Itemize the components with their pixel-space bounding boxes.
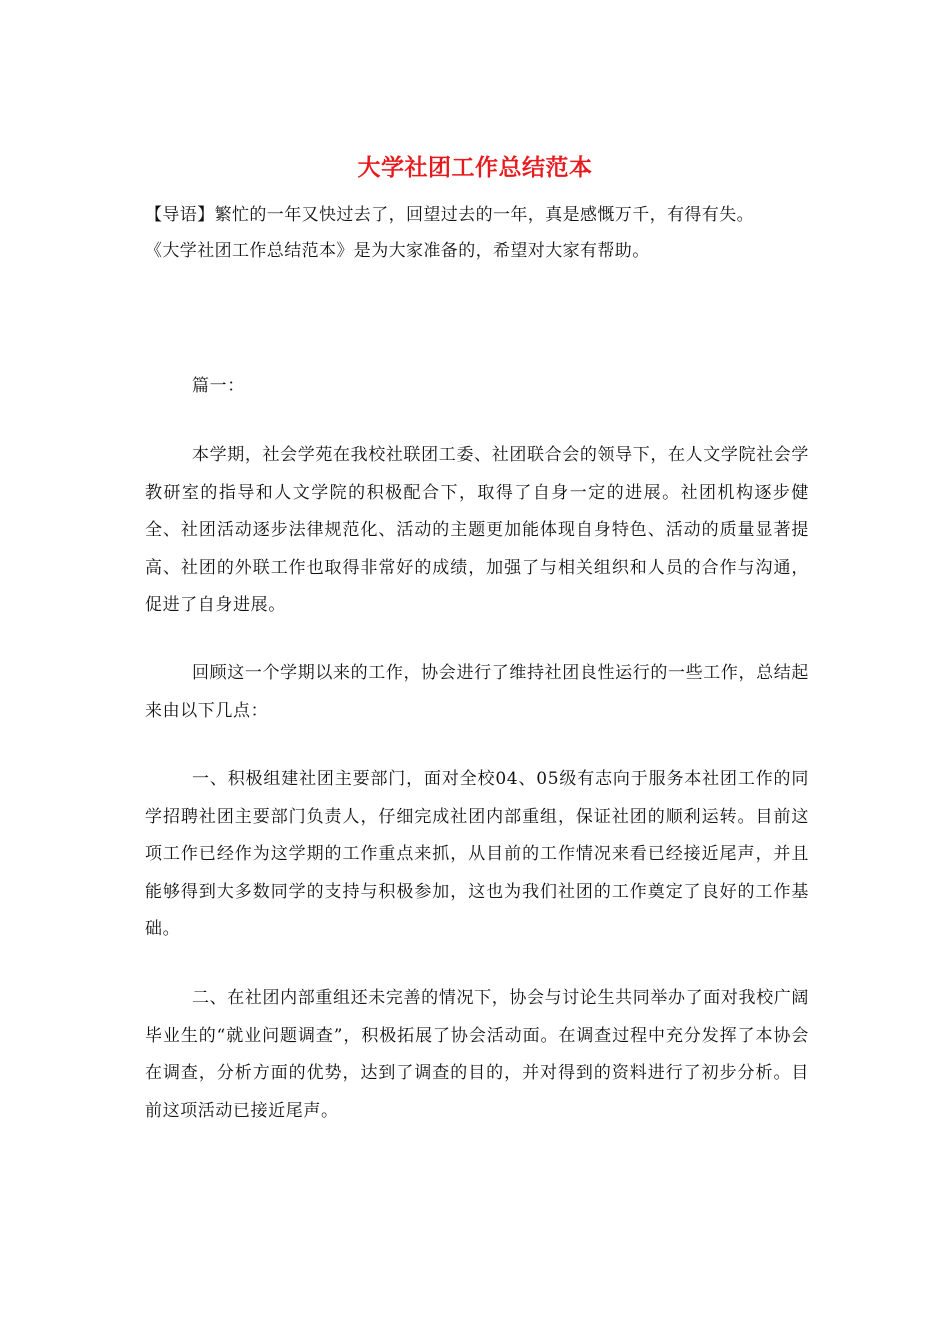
intro-line-2: 《大学社团工作总结范本》是为大家准备的，希望对大家有帮助。 [145,241,650,261]
document-title: 大学社团工作总结范本 [357,154,593,181]
paragraph-block [145,437,809,625]
paragraph-block [145,761,809,949]
body-paragraph: 本学期，社会学苑在我校社联团工委、社团联合会的领导下，在人文学院社会学教研室的指导和人文学院的积极配合下，取得了自身一定的进展。社团机构逐步健全、社团活动逐步法律规范化、活动的主题更加能体现自身特色、活动的质量显著提高、社团的外联工作也取得非常好的成绩，加强了与相关组织和人员的合作与沟通，促进了自身进展。 [145,445,809,615]
body-paragraph: 回顾这一个学期以来的工作，协会进行了维持社团良性运行的一些工作，总结起来由以下几点： [145,663,809,721]
body-paragraph: 二、在社团内部重组还未完善的情况下，协会与讨论生共同举办了面对我校广阔毕业生的“就业问题调查”，积极拓展了协会活动面。在调查过程中充分发挥了本协会在调查，分析方面的优势，达到了调查的目的，并对得到的资料进行了初步分析。目前这项活动已接近尾声。 [145,988,809,1121]
paragraph-block [145,655,809,730]
section-heading: 篇一： [192,376,245,396]
paragraph-block [145,980,809,1130]
intro-block [145,197,815,269]
intro-line-1: 【导语】繁忙的一年又快过去了，回望过去的一年，真是感慨万千，有得有失。 [145,205,754,225]
section-heading-block [145,368,809,406]
body-paragraph: 一、积极组建社团主要部门，面对全校04、05级有志向于服务本社团工作的同学招聘社团主要部门负责人，仔细完成社团内部重组，保证社团的顺利运转。目前这项工作已经作为这学期的工作重点来抓，从目前的工作情况来看已经接近尾声，并且能够得到大多数同学的支持与积极参加，这也为我们社团的工作奠定了良好的工作基础。 [145,769,809,939]
